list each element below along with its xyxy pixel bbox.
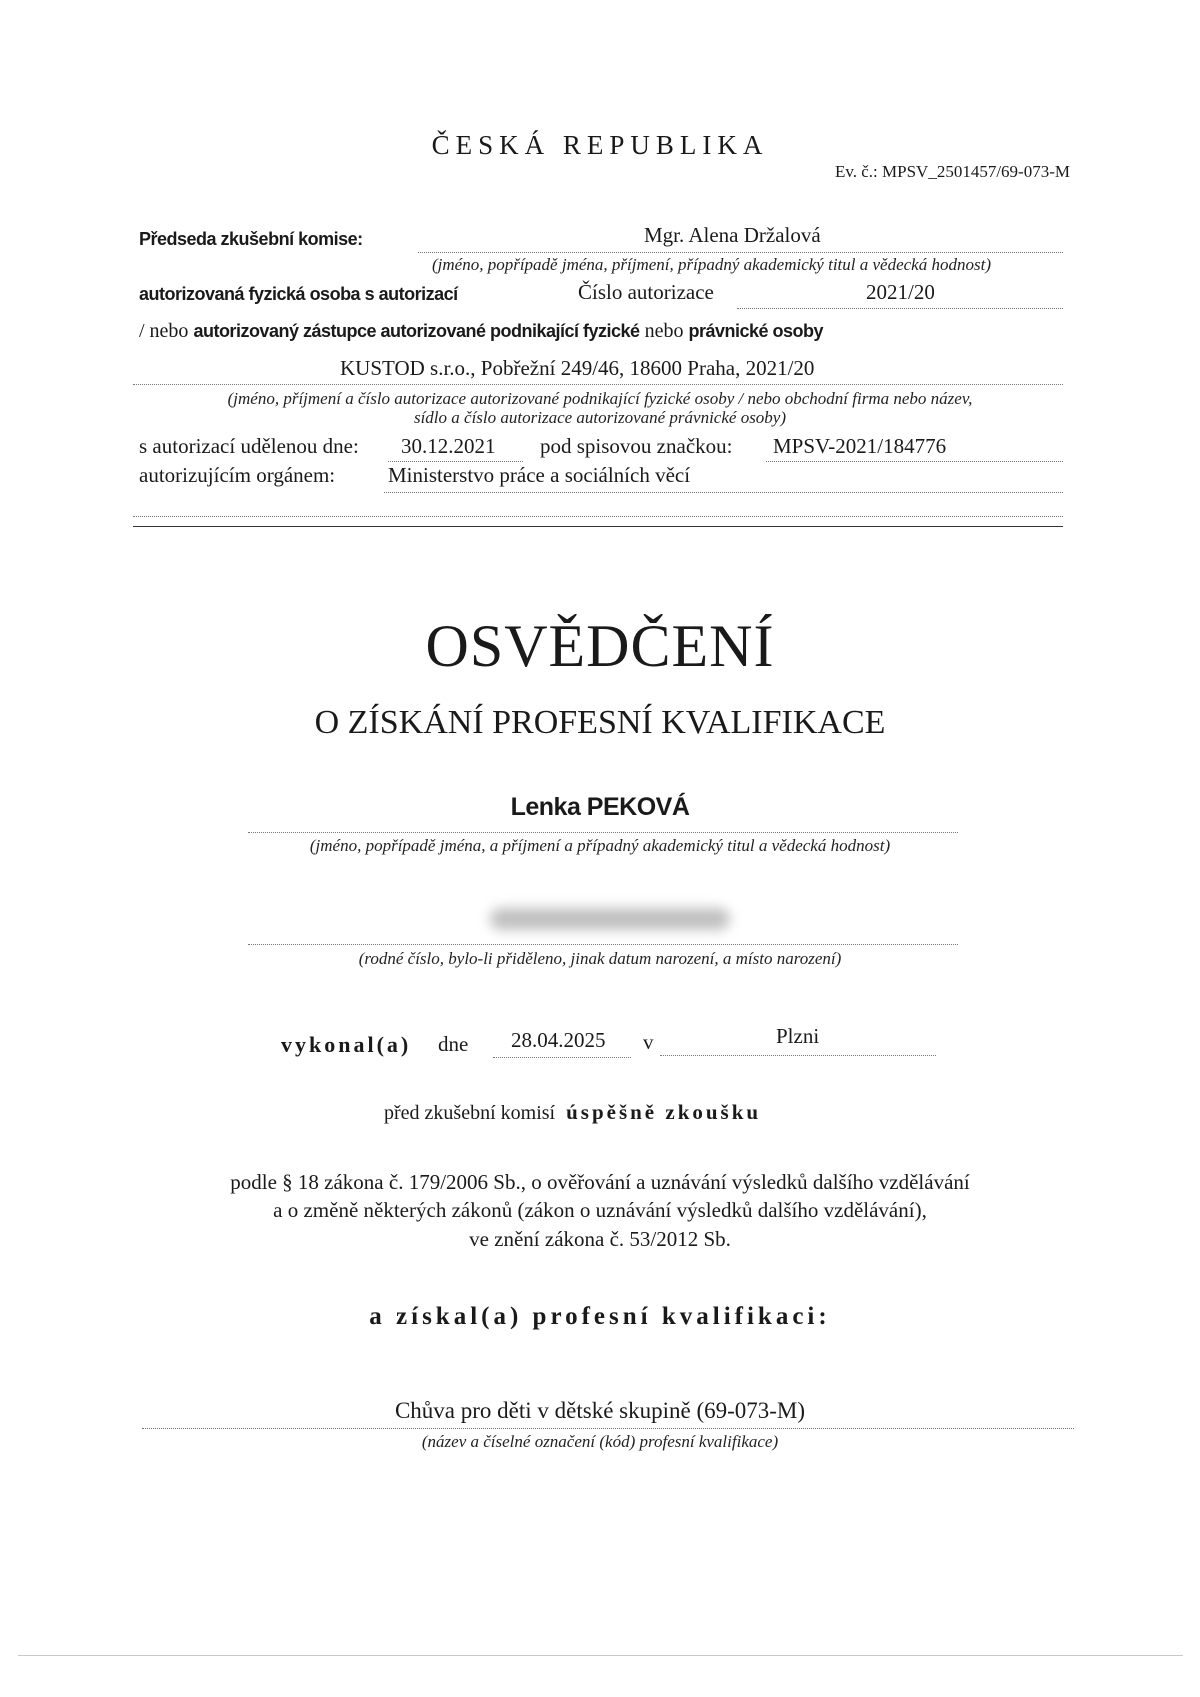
exam-date-label: dne — [438, 1032, 469, 1056]
file-number: MPSV-2021/184776 — [773, 434, 947, 458]
certificate-subtitle: O ZÍSKÁNÍ PROFESNÍ KVALIFIKACE — [314, 704, 886, 741]
or-prefix: / nebo — [139, 320, 194, 342]
law-line-2: a o změně některých zákonů (zákon o uznávání výsledků dalšího vzdělávání), — [273, 1198, 927, 1222]
authority-name: Ministerstvo práce a sociálních věcí — [388, 463, 691, 487]
authority-label: autorizujícím orgánem: — [139, 463, 336, 487]
file-number-line — [766, 461, 1063, 462]
authorization-number: 2021/20 — [866, 280, 935, 304]
or-bold-1: autorizovaný zástupce autorizované podnikající fyzické — [193, 321, 640, 341]
or-bold-2: právnické osoby — [688, 321, 824, 341]
birth-data-line — [248, 944, 958, 945]
exam-date-line — [493, 1057, 631, 1058]
authorization-number-line — [737, 308, 1063, 309]
qualification-hint: (název a číselné označení (kód) profesní kvalifikace) — [421, 1432, 779, 1451]
obtained-qualification-heading: a získal(a) profesní kvalifikaci: — [369, 1303, 831, 1330]
company-line — [133, 384, 1063, 385]
commission-success-line — [384, 1100, 761, 1125]
country-heading: ČESKÁ REPUBLIKA — [431, 130, 769, 160]
spacer-dotted-line — [133, 516, 1063, 517]
success-text: úspěšně zkoušku — [566, 1100, 762, 1124]
qualification-name: Chůva pro děti v dětské skupině (69-073-M) — [394, 1398, 806, 1423]
redacted-birth-data — [490, 908, 730, 930]
chair-label: Předseda zkušební komise: — [139, 229, 363, 249]
chair-name: Mgr. Alena Držalová — [644, 223, 821, 247]
company-details: KUSTOD s.r.o., Pobřežní 249/46, 18600 Praha, 2021/20 — [340, 356, 815, 380]
evidence-number: Ev. č.: MPSV_2501457/69-073-M — [834, 162, 1070, 181]
authority-line — [384, 492, 1063, 493]
person-name: Lenka PEKOVÁ — [510, 793, 690, 821]
exam-place: Plzni — [776, 1024, 820, 1048]
company-hint-2: sídlo a číslo autorizace autorizované právnické osoby) — [413, 408, 787, 427]
header-separator — [133, 526, 1063, 527]
footer-separator — [18, 1655, 1183, 1656]
law-line-1: podle § 18 zákona č. 179/2006 Sb., o ověřování a uznávání výsledků dalšího vzdělávání — [230, 1170, 970, 1194]
law-line-3: ve znění zákona č. 53/2012 Sb. — [469, 1227, 731, 1251]
authorization-number-label: Číslo autorizace — [578, 280, 714, 304]
or-representative-line — [139, 320, 823, 343]
granted-date-label: s autorizací udělenou dne: — [139, 434, 359, 458]
chair-name-line — [418, 252, 1063, 253]
granted-date: 30.12.2021 — [401, 434, 496, 458]
birth-hint: (rodné číslo, bylo-li přiděleno, jinak datum narození, a místo narození) — [358, 949, 842, 968]
certificate-title: OSVĚDČENÍ — [425, 613, 775, 679]
performed-label: vykonal(a) — [281, 1032, 412, 1057]
exam-place-line — [660, 1055, 936, 1056]
exam-place-label: v — [643, 1030, 654, 1054]
person-name-line — [248, 832, 958, 833]
chair-hint: (jméno, popřípadě jména, příjmení, případný akademický titul a vědecká hodnost) — [432, 255, 991, 274]
granted-date-line — [388, 461, 523, 462]
qualification-line — [142, 1428, 1074, 1429]
or-mid: nebo — [639, 320, 689, 342]
exam-date: 28.04.2025 — [511, 1028, 606, 1052]
commission-text: před zkušební komisí — [384, 1102, 556, 1124]
authorized-person-label: autorizovaná fyzická osoba s autorizací — [139, 284, 458, 304]
file-number-label: pod spisovou značkou: — [540, 434, 733, 458]
company-hint-1: (jméno, příjmení a číslo autorizace autorizované podnikající fyzické osoby / nebo obchodní firma nebo název, — [227, 389, 973, 408]
person-hint: (jméno, popřípadě jména, a příjmení a případný akademický titul a vědecká hodnost) — [309, 836, 891, 855]
